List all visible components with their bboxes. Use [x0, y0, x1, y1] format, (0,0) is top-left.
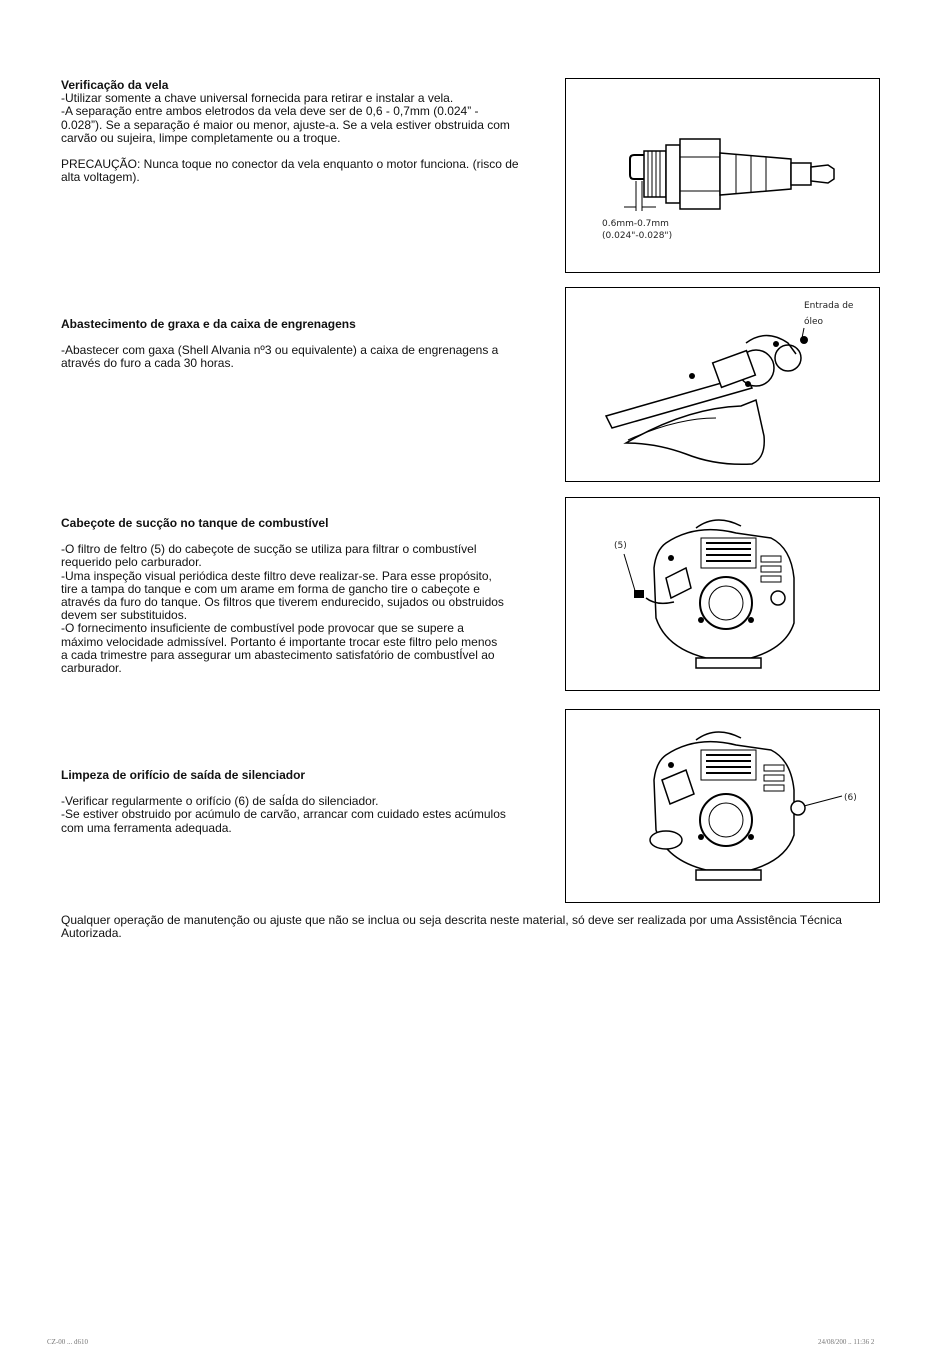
- muffler-figure: [565, 709, 880, 903]
- section-body: -Utilizar somente a chave universal fornecida para retirar e instalar a vela. -A separação entre ambos eletrodos da vela deve ser de 0,6 - 0,7mm (0.024” - 0.028”). Se a separação é maior ou menor, ajuste-a. Se a vela estiver obstruida com carvão ou sujeira, limpe completamente ou a troque.: [61, 91, 510, 145]
- filter-callout-label: (5): [614, 541, 627, 551]
- section-title: Cabeçote de sucção no tanque de combustível: [61, 516, 329, 530]
- warning-note: PRECAUÇÃO: Nunca toque no conector da vela enquanto o motor funciona. (risco de alta voltagem).: [61, 157, 519, 185]
- gearbox-figure: [565, 287, 880, 482]
- authorized-service-note: Qualquer operação de manutenção ou ajuste que não se inclua ou seja descrita neste material, só deve ser realizada por uma Assistência Técnica Autorizada.: [61, 913, 842, 941]
- oil-inlet-label-line1: Entrada de: [804, 301, 854, 311]
- gearbox-illustration: [566, 288, 881, 483]
- section-title: Limpeza de orifício de saída de silenciador: [61, 768, 306, 782]
- section-body: -Verificar regularmente o orifício (6) de saÍda do silenciador. -Se estiver obstruido por acúmulo de carvão, arrancar com cuidado estes acúmulos com uma ferramenta adequada.: [61, 794, 506, 835]
- section-title: Abastecimento de graxa e da caixa de engrenagens: [61, 317, 356, 331]
- print-mark-left: CZ-00 ... d610: [47, 1338, 89, 1346]
- section-body: -Abastecer com gaxa (Shell Alvania nº3 ou equivalente) a caixa de engrenagens a através do furo a cada 30 horas.: [61, 343, 499, 371]
- section-title: Verificação da vela: [61, 78, 169, 92]
- oil-inlet-label-line2: óleo: [804, 317, 824, 327]
- section-muffler-outlet: [61, 769, 506, 835]
- section-fuel-filter: [61, 517, 506, 675]
- fuel-filter-figure: [565, 497, 880, 691]
- section-body: -O filtro de feltro (5) do cabeçote de sucção se utiliza para filtrar o combustível requerido pelo carburador. -Uma inspeção visual periódica deste filtro deve realizar-se. Para esse propósito, tire a tampa do tanque e com um arame em forma de gancho tire o cabeçote e através da furo do tanque. Os filtros que tiverem endurecido, sujados ou obstruidos devem ser substituidos. -O fornecimento insuficiente de combustível pode provocar que se supere a máximo velocidade admissível. Portanto é importante trocar este filtro pelo menos a cada trimestre para assegurar um abastecimento satisfatório de combustÍvel ao carburador.: [61, 542, 504, 676]
- spark-plug-figure: [565, 78, 880, 273]
- print-mark-right: 24/08/200 .. 11:36 2: [818, 1338, 875, 1346]
- section-spark-plug: [61, 79, 521, 184]
- section-gearbox-grease: [61, 318, 521, 371]
- muffler-callout-label: (6): [844, 793, 857, 803]
- engine-illustration-muffler: [566, 710, 881, 904]
- gap-label-inch: (0.024"-0.028"): [602, 231, 673, 241]
- spark-plug-illustration: [566, 79, 881, 274]
- gap-label-mm: 0.6mm-0.7mm: [602, 219, 669, 229]
- engine-illustration-filter: [566, 498, 881, 692]
